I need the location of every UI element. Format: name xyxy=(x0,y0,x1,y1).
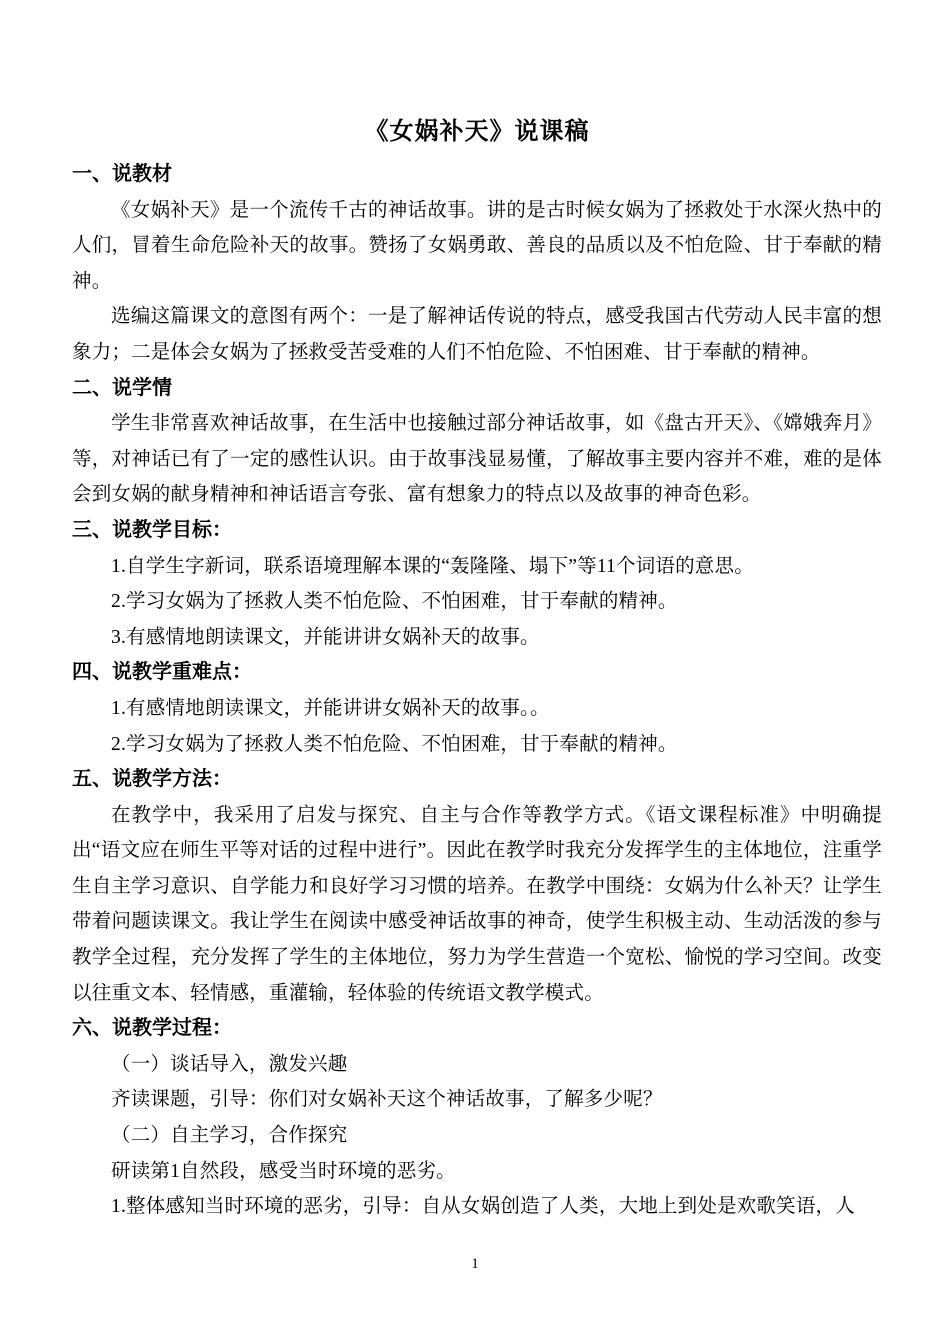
section-heading: 三、说教学目标： xyxy=(72,518,232,541)
document-title: 《女娲补天》说课稿 xyxy=(364,118,590,145)
section-heading: 二、说学情 xyxy=(72,376,172,399)
paragraph: 2.学习女娲为了拯救人类不怕危险、不怕困难，甘于奉献的精神。 xyxy=(111,591,678,613)
paragraph: 1.整体感知当时环境的恶劣，引导：自从女娲创造了人类，大地上到处是欢歌笑语，人 xyxy=(111,1196,855,1218)
paragraph: 1.有感情地朗读课文，并能讲讲女娲补天的故事。。 xyxy=(111,697,550,719)
page-number: 1 xyxy=(471,1256,479,1272)
paragraph: 齐读课题，引导：你们对女娲补天这个神话故事，了解多少呢？ xyxy=(111,1089,663,1111)
paragraph: 研读第1自然段，感受当时环境的恶劣。 xyxy=(111,1160,456,1182)
document-body xyxy=(72,157,882,1225)
section-heading: 五、说教学方法： xyxy=(72,768,232,791)
paragraph: （一）谈话导入，激发兴趣 xyxy=(111,1053,348,1075)
paragraph: （二）自主学习，合作探究 xyxy=(111,1125,348,1147)
paragraph: 《女娲补天》是一个流传千古的神话故事。讲的是古时候女娲为了拯救处于水深火热中的人们，冒着生命危险补天的故事。赞扬了女娲勇敢、善良的品质以及不怕危险、甘于奉献的精神。 xyxy=(72,199,882,292)
section-heading: 一、说教材 xyxy=(72,163,172,185)
section-heading: 四、说教学重难点： xyxy=(72,661,252,684)
paragraph: 学生非常喜欢神话故事，在生活中也接触过部分神话故事，如《盘古开天》、《嫦娥奔月》等，对神话已有了一定的感性认识。由于故事浅显易懂，了解故事主要内容并不难，难的是体会到女娲的献身精神和神话语言夸张、富有想象力的特点以及故事的神奇色彩。 xyxy=(72,413,882,506)
section-heading: 六、说教学过程： xyxy=(72,1017,232,1040)
paragraph: 在教学中，我采用了启发与探究、自主与合作等教学方式。《语文课程标准》中明确提出“语文应在师生平等对话的过程中进行”。因此在教学时我充分发挥学生的主体地位，注重学生自主学习意识、自学能力和良好学习习惯的培养。在教学中围绕：女娲为什么补天？让学生带着问题读课文。我让学生在阅读中感受神话故事的神奇，使学生积极主动、生动活泼的参与教学全过程，充分发挥了学生的主体地位，努力为学生营造一个宽松、愉悦的学习空间。改变以往重文本、轻情感，重灌输，轻体验的传统语文教学模式。 xyxy=(72,804,882,1004)
paragraph: 2.学习女娲为了拯救人类不怕危险、不怕困难，甘于奉献的精神。 xyxy=(111,733,678,755)
paragraph: 3.有感情地朗读课文，并能讲讲女娲补天的故事。 xyxy=(111,626,540,648)
page-footer xyxy=(0,1256,950,1272)
paragraph: 选编这篇课文的意图有两个：一是了解神话传说的特点，感受我国古代劳动人民丰富的想象力；二是体会女娲为了拯救受苦受难的人们不怕危险、不怕困难、甘于奉献的精神。 xyxy=(72,306,882,363)
paragraph: 1.自学生字新词，联系语境理解本课的“轰隆隆、塌下”等11个词语的意思。 xyxy=(111,555,754,577)
